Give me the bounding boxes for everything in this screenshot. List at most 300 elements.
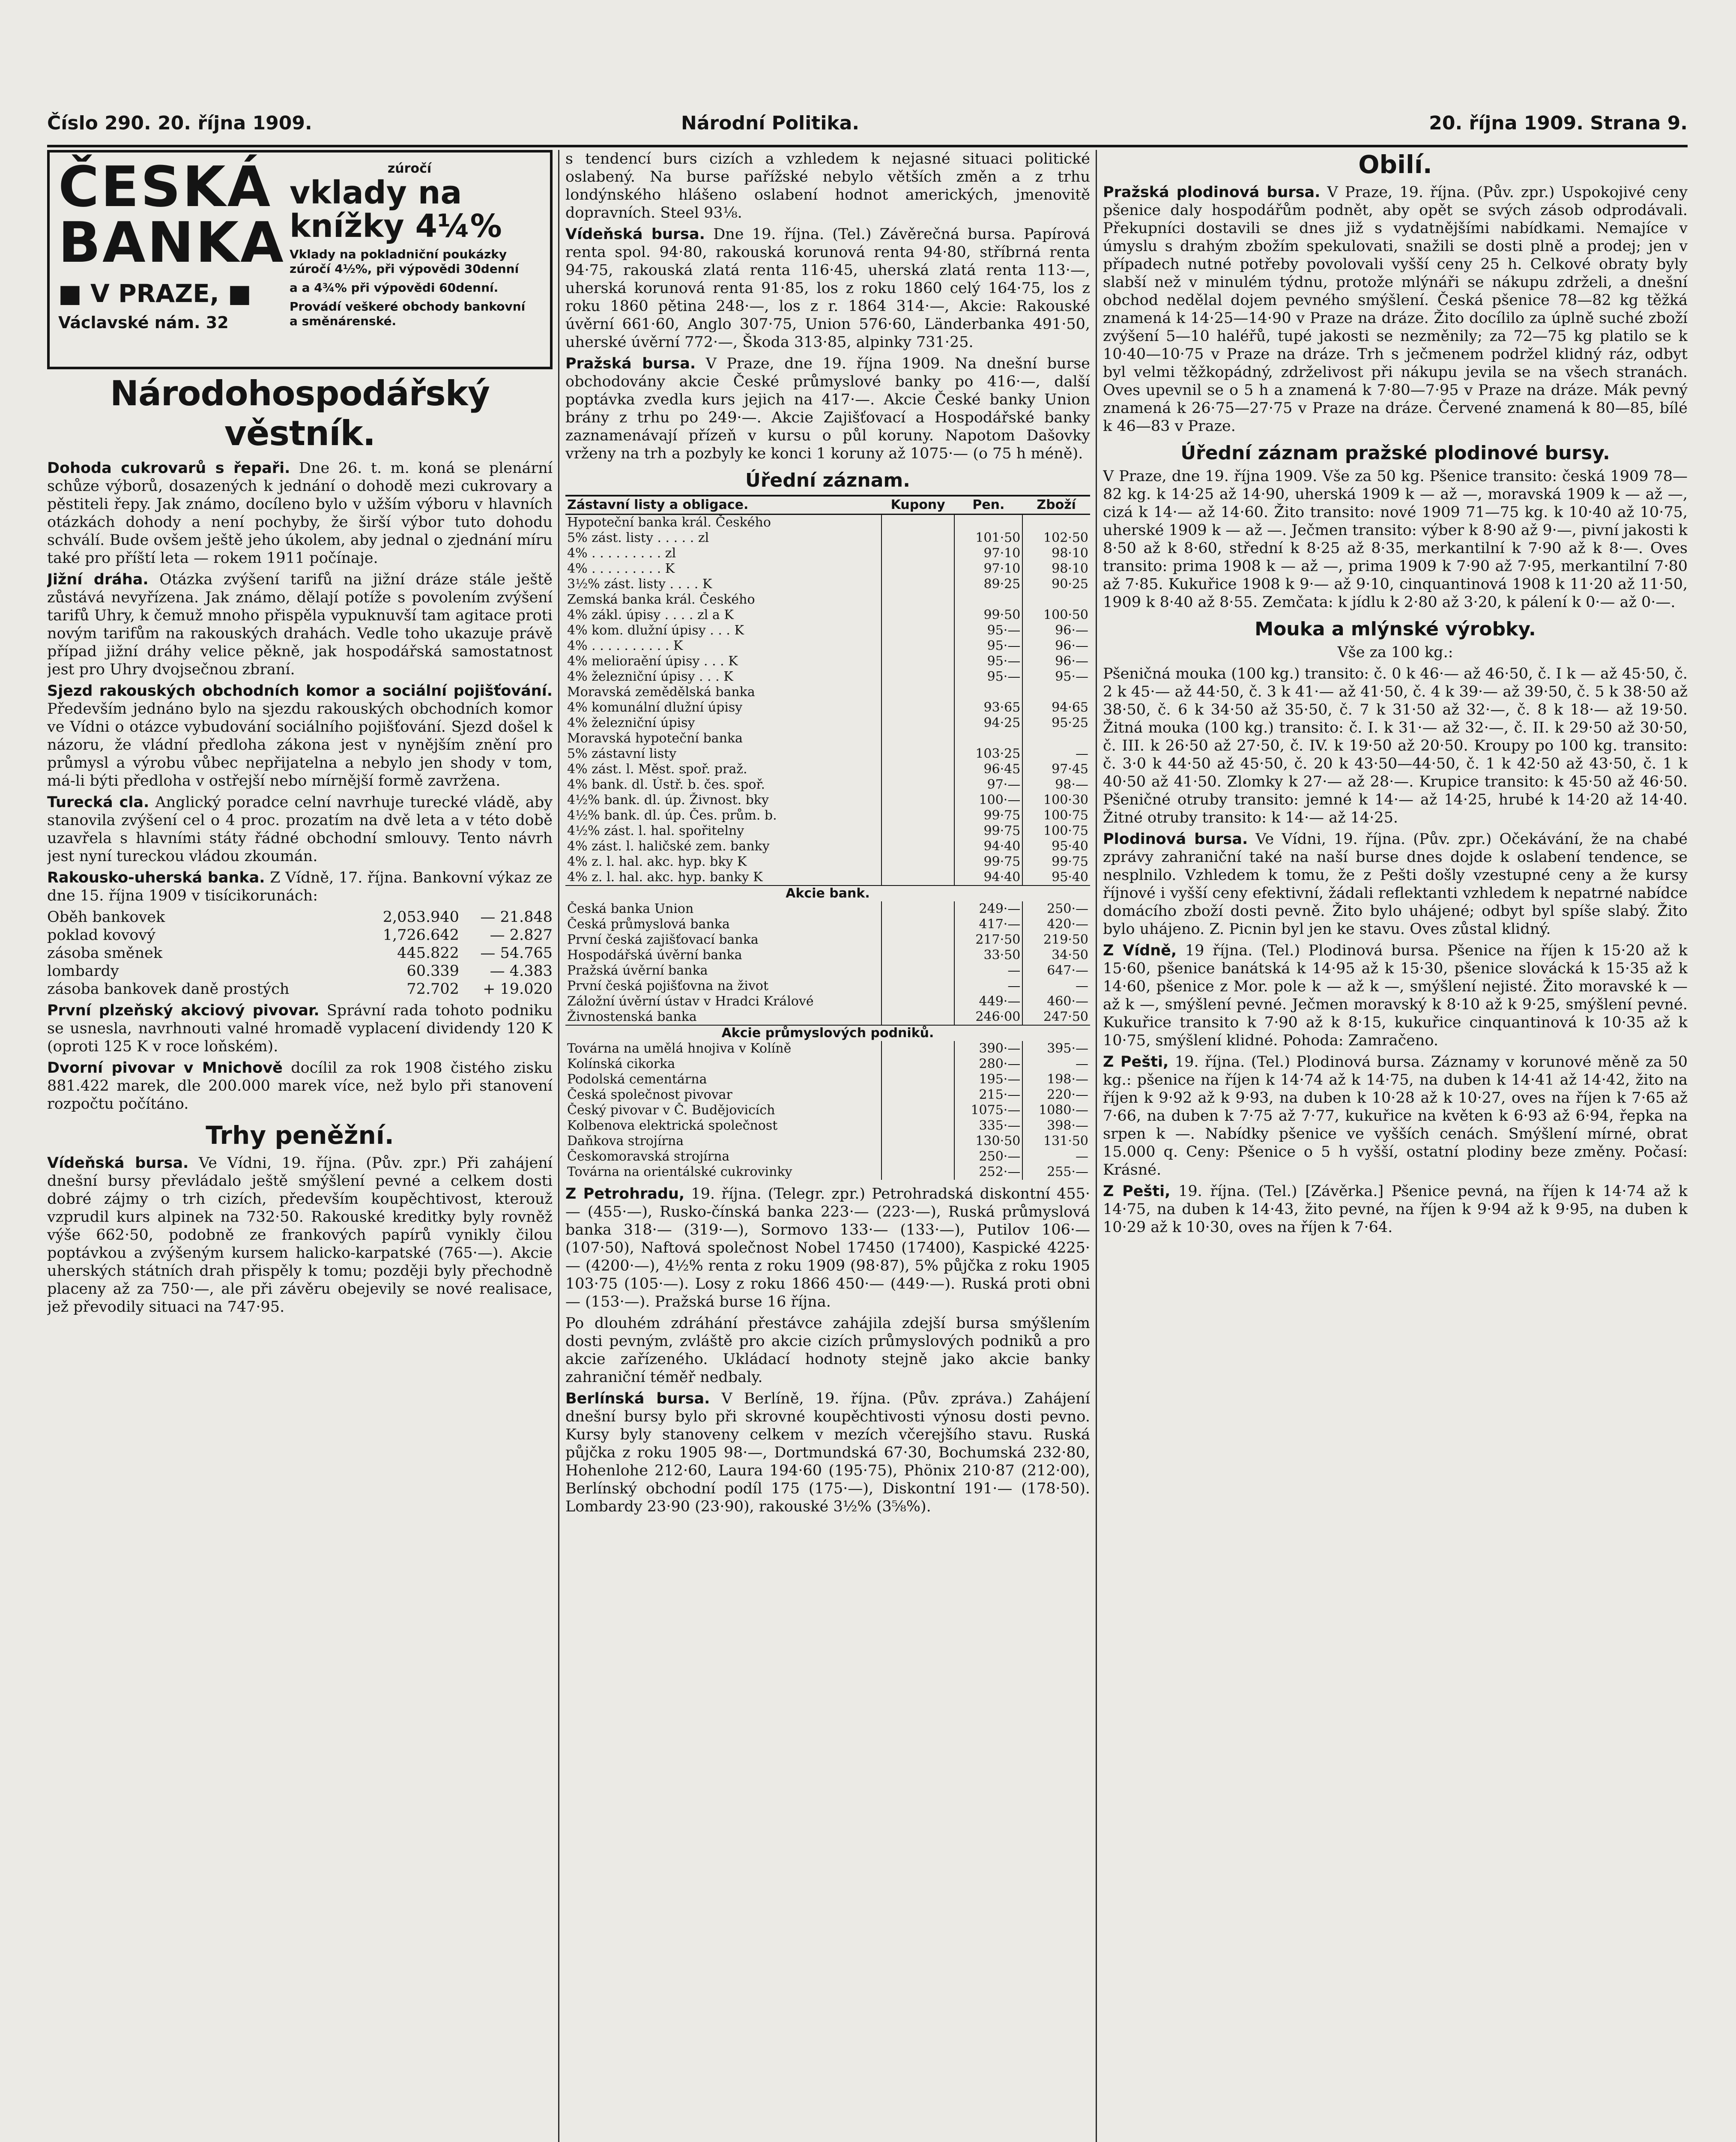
bid-price: 94·25: [954, 715, 1022, 731]
coupon-cell: [881, 854, 955, 870]
coupon-cell: [881, 638, 955, 654]
bank-advertisement: [47, 150, 553, 369]
ask-price: 219·50: [1022, 932, 1090, 948]
bid-price: 215·—: [954, 1087, 1022, 1103]
security-name: Kolínská cikorka: [567, 1056, 675, 1071]
table-section-row: [565, 1025, 1090, 1041]
ask-price: 98·10: [1022, 546, 1090, 561]
column-divider: [1096, 150, 1097, 2142]
section-title: Obilí.: [1358, 150, 1432, 179]
coupon-cell: [881, 948, 955, 963]
table-row: [565, 1164, 1090, 1180]
security-name: Moravská hypoteční banka: [567, 731, 743, 746]
coupon-cell: [881, 592, 955, 607]
article: [1103, 1182, 1688, 1236]
coupon-cell: [881, 700, 955, 715]
security-name: 4% železniční úpisy . . . K: [567, 669, 733, 684]
article-title: Z Pešti,: [1103, 1183, 1171, 1200]
table-row: [47, 926, 553, 944]
article-text: V Praze, dne 19. října 1909. Na dnešní burse obchodovány akcie České průmyslové banky po 416·—, další poptávka zvedla kurs jejich na 417·—. Akcie České banky Union brány z trhu po 249·—. Akcie Zajišťovací a Hospodářské banky zaznamenávají přízeň v kursu o půl koruny. Napotom Dašovky vrženy na trh a pozbyly ke konci 1 koruny až 1075·— (o 75 h méně).: [565, 355, 1090, 462]
ask-price: 395·—: [1022, 1041, 1090, 1056]
security-name: 4% zást. l. haličské zem. banky: [567, 839, 770, 854]
bid-price: 94·40: [954, 839, 1022, 854]
ask-price: —: [1022, 746, 1090, 762]
security-name: 4% zákl. úpisy . . . . zl a K: [567, 607, 734, 622]
ask-price: 131·50: [1022, 1134, 1090, 1149]
table-section-row: [565, 886, 1090, 901]
article-text: V Praze, dne 19. října 1909. Vše za 50 kg. Pšenice transito: česká 1909 78—82 kg. k 14·25 až 14·90, uherská 1909 k — až —, moravská 1909 k — až —, cizá k 14·— až 14·60. Žito transito: nové 1909 71—75 kg. k 10·40 až 10·75, uherské 1909 k — až —. Ječmen transito: výber k 8·90 až 9·—, pivní jakosti k 8·50 až k 8·60, střední k 8·25 až 8·35, merkantilní k 7·90 až k 8·—. Oves transito: prima 1908 k — až —, prima 1909 k 7·90 až 7·95, merkantilní 7·80 až 7·85. Kukuřice 1908 k 9·— až 9·10, cinquantinová 1908 k 11·20 až 11·50, 1909 k 8·40 až 8·55. Zemčata: k jídlu k 2·80 až 3·20, k pálení k 0·— až 0·—.: [1103, 468, 1688, 611]
ask-price: —: [1022, 1149, 1090, 1164]
ad-headline: vklady na knížky 4¼%: [290, 174, 502, 245]
article-text: Ve Vídni, 19. října. (Pův. zpr.) Očekávání, že na chabé zprávy zahraniční také na naší burse dnes dojde k oslabení tendence, se nesplnilo. Vzhledem k tomu, že z Pešti došly vzestupné ceny a že kursy říjnové i vyšší ceny efektivní, žádali reflektanti vzhledem k nepatrné nabídce domácího zboží dosti pevně. Žito bylo uhájené; odbyt byl spíše slabý. Žito bylo uhájeno. Z. Picnin byl jen ke stavu. Oves zůstal klidný.: [1103, 831, 1688, 938]
table-row: [565, 685, 1090, 700]
ask-price: 250·—: [1022, 901, 1090, 917]
ask-price: 460·—: [1022, 994, 1090, 1009]
coupon-cell: [881, 561, 955, 577]
bid-price: 99·75: [954, 823, 1022, 839]
row-value: 445.822: [397, 945, 459, 962]
article-title: Plodinová bursa.: [1103, 831, 1248, 848]
ask-price: 97·45: [1022, 762, 1090, 777]
coupon-cell: [881, 808, 955, 823]
table-row: [565, 1118, 1090, 1134]
article-text: Pšeničná mouka (100 kg.) transito: č. 0 k 46·— až 46·50, č. I k — až 45·50, č. 2 k 45·— až 44·50, č. 3 k 41·— až 41·50, č. 4 k 39·— až 39·50, č. 5 k 38·50 až 38·50, č. 6 k 34·50 až 35·50, č. 7 k 31·50 až 32·—, č. 8 k 18·— až 19·50. Žitná mouka (100 kg.) transito: č. I. k 31·— až 32·—, č. II. k 29·50 až 30·50, č. III. k 26·50 až 27·50, č. IV. k 19·50 až 20·50. Kroupy po 100 kg. transito: č. 3·0 k 44·50 až 45·50, č. 20 k 43·50—44·50, č. 1 k 42·50 až 43·50, č. 1 k 40·50 až 41·50. Zlomky k 27·— až 28·—. Krupice transito: k 45·50 až 46·50. Pšeničné otruby transito: jemné k 14·— až 14·25, hrubé k 14·20 až 14·40. Žitné otruby transito: k 14·— až 14·25.: [1103, 665, 1688, 826]
table-row: [565, 1087, 1090, 1103]
ask-price: 90·25: [1022, 577, 1090, 592]
coupon-cell: [881, 731, 955, 746]
coupon-cell: [881, 963, 955, 978]
table-row: [47, 944, 553, 962]
issue-info: Číslo 290. 20. října 1909.: [47, 112, 312, 134]
coupon-cell: [881, 654, 955, 669]
article-text: 19. října. (Tel.) Plodinová bursa. Záznamy v korunové měně za 50 kg.: pšenice na říjen k 14·74 až k 14·75, na duben k 14·41 až 14·42, žito na říjen k 9·92 až k 9·93, na duben k 10·28 až k 10·27, oves na říjen k 7·65 až 7·66, na duben k 7·75 až 7·77, kukuřice na květen k 6·93 až 6·94, řepka na srpen k —. Nabídky pšenice ve vyšších cenách. Smýšlení mírné, obrat 15.000 q. Ceny: Pšenice o 5 h vyšší, ostatní plodiny beze změny. Počasí: Krásné.: [1103, 1053, 1688, 1179]
security-name: 4% . . . . . . . . . zl: [567, 546, 676, 561]
article-text: Ve Vídni, 19. října. (Pův. zpr.) Při zahájení dnešní bursy převládalo ještě smýšlení pevné a celkem dosti dobré zájmy o trh cizích, především koupěchtivost, kterouž vzprudil kurs alpinek na 732·50. Rakouské kreditky byly rovněž výše 662·50, podobně ze frankových papírů vynikly čilou poptávkou a zvýšeným kursem halicko-karpatské (765·—). Akcie uherských státních drah přispěly k tomu; později byly přechodně placeny až za 750·—, ale při závěru obejevily se nové realisace, jež převodily situaci na 747·95.: [47, 1155, 553, 1316]
coupon-cell: [881, 762, 955, 777]
article: [1103, 942, 1688, 1050]
coupon-cell: [881, 1118, 955, 1134]
table-row: [565, 948, 1090, 963]
header-rule: [47, 145, 1688, 147]
column-header: Pen.: [954, 496, 1022, 515]
column-header: Kupony: [881, 496, 955, 515]
coupon-cell: [881, 623, 955, 638]
table-row: [565, 854, 1090, 870]
security-name: 4½% bank. dl. úp. Živnost. bky: [567, 793, 769, 808]
row-value: 60.339: [406, 963, 459, 980]
bid-price: 417·—: [954, 917, 1022, 932]
coupon-cell: [881, 685, 955, 700]
row-label: zásoba směnek: [47, 945, 163, 962]
article-text: Po dlouhém zdráhání přestávce zahájila zdejší bursa smýšlením dosti pevným, zvláště pro akcie cizích průmyslových podniků a pro akcie zařízeného. Ukládací hodnoty stejně jako akcie banky zahraniční téměř nedbaly.: [565, 1315, 1090, 1386]
article-subtitle: Vše za 100 kg.:: [1337, 644, 1453, 661]
ad-location: ■ V PRAZE, ■: [58, 279, 251, 308]
ask-price: 98·—: [1022, 777, 1090, 793]
bid-price: [954, 515, 1022, 531]
table-row: [565, 932, 1090, 948]
table-row: [565, 823, 1090, 839]
table-row: [565, 592, 1090, 607]
coupon-cell: [881, 1134, 955, 1149]
article: [47, 571, 553, 679]
article-title: Rakousko-uherská banka.: [47, 869, 265, 886]
security-name: 4% z. l. hal. akc. hyp. banky K: [567, 870, 763, 885]
article: [565, 355, 1090, 463]
bid-price: [954, 592, 1022, 607]
table-row: [565, 746, 1090, 762]
table-row: [565, 994, 1090, 1009]
column-header: Zástavní listy a obligace.: [565, 496, 881, 515]
row-change: — 2.827: [490, 927, 553, 944]
article-title: Úřední záznam pražské plodinové bursy.: [1180, 442, 1610, 464]
bid-price: 97·10: [954, 546, 1022, 561]
security-name: 4% melioraění úpisy . . . K: [567, 654, 738, 669]
page-number: 20. října 1909. Strana 9.: [1429, 112, 1688, 134]
bid-price: 252·—: [954, 1164, 1022, 1180]
ask-price: [1022, 731, 1090, 746]
coupon-cell: [881, 607, 955, 623]
article: [47, 1002, 553, 1056]
bid-price: 95·—: [954, 669, 1022, 685]
security-name: Česká průmyslová banka: [567, 917, 730, 932]
column-header: Zboží: [1022, 496, 1090, 515]
bid-price: 449·—: [954, 994, 1022, 1009]
security-name: Podolská cementárna: [567, 1072, 707, 1087]
coupon-cell: [881, 917, 955, 932]
ask-price: 1080·—: [1022, 1103, 1090, 1118]
article-text: V Berlíně, 19. října. (Pův. zpráva.) Zahájení dnešní bursy bylo při skrovné koupěchtivosti výnosu dosti pevno. Kursy byly stanoveny celkem v mezích včerejšího stavu. Ruská půjčka z roku 1905 98·—, Dortmundská 67·30, Bochumská 232·80, Hohenlohe 212·60, Laura 194·60 (195·75), Phönix 210·87 (212·00), Berlínský obchodní podíl 175 (175·—), Diskontní 191·— (178·50). Lombardy 23·90 (23·90), rakouské 3½% (3⅝%).: [565, 1390, 1090, 1515]
security-name: 4% bank. dl. Ústř. b. čes. spoř.: [567, 777, 765, 792]
bid-price: 335·—: [954, 1118, 1022, 1134]
column-2: [565, 150, 1090, 2142]
table-row: [565, 654, 1090, 669]
article-title: Sjezd rakouských obchodních komor a sociální pojišťování.: [47, 682, 553, 700]
security-name: Továrna na umělá hnojiva v Kolíně: [567, 1041, 792, 1056]
table-row: [565, 978, 1090, 994]
table-row: [565, 1149, 1090, 1164]
bid-price: 250·—: [954, 1149, 1022, 1164]
security-name: 4% . . . . . . . . . . K: [567, 638, 683, 653]
article-text: Dne 26. t. m. koná se plenární schůze výborů, dosazených k jednání o dohodě mezi cukrovary a pěstiteli řepy. Jak známo, docíleno bylo v užším výboru v hlavních otázkách dohody a není pochyby, že širší výbor tuto dohodu schválí. Bude ovšem ještě jeho úkolem, aby jednal o zjednání míru také pro příští leta — rokem 1911 počínaje.: [47, 460, 553, 567]
table-row: [565, 839, 1090, 854]
article-text: 19. října. (Tel.) [Závěrka.] Pšenice pevná, na říjen k 14·74 až k 14·75, na duben k 14·43, žito pevné, na říjen k 9·94 až k 9·95, na duben k 10·29 až k 10·30, oves na říjen k 7·64.: [1103, 1183, 1688, 1236]
table-row: [47, 908, 553, 926]
table-row: [565, 777, 1090, 793]
coupon-cell: [881, 1149, 955, 1164]
table-row: [565, 1103, 1090, 1118]
table-row: [565, 669, 1090, 685]
bid-price: 33·50: [954, 948, 1022, 963]
bid-price: —: [954, 963, 1022, 978]
article-text: 19 října. (Tel.) Plodinová bursa. Pšenice na říjen k 15·20 až k 15·60, pšenice banátská k 14·95 až k 15·30, pšenice slovácká k 15·35 až k 14·60, pšenice z Mor. pole k — až k —, smýšlení nejisté. Žito moravské k — až k —, smýšlení pevné. Ječmen moravský k 8·10 až k 9·25, smýšlení pevné. Kukuřice transito k 7·90 až k 8·15, kukuřice cinquantinová k 10·35 až k 10·75, smýšlení klidné. Pohoda: Zamračeno.: [1103, 942, 1688, 1049]
article-text: Anglický poradce celní navrhuje turecké vládě, aby stanovila zvýšení cel o 4 proc. prozatím na dvě leta a v této době uzavřela s hlavními státy řádné obchodní smlouvy. Tento návrh jest nyní tureckou vládou zkoumán.: [47, 794, 553, 865]
coupon-cell: [881, 1041, 955, 1056]
section-title: Národohospodářský věstník.: [110, 374, 490, 453]
section-title: Trhy peněžní.: [206, 1121, 394, 1150]
table-row: [47, 962, 553, 980]
table-row: [565, 963, 1090, 978]
row-change: — 4.383: [490, 963, 553, 980]
ask-price: 94·65: [1022, 700, 1090, 715]
article-title: Berlínská bursa.: [565, 1390, 710, 1407]
article-text: docílil za rok 1908 čistého zisku 881.422 marek, dle 200.000 marek více, než bylo při stanovení rozpočtu počítáno.: [47, 1059, 553, 1113]
coupon-cell: [881, 515, 955, 531]
ask-price: 100·75: [1022, 808, 1090, 823]
row-value: 2,053.940: [382, 909, 459, 926]
article-title: Vídeňská bursa.: [47, 1155, 189, 1172]
table-row: [565, 546, 1090, 561]
ask-price: —: [1022, 978, 1090, 994]
table-row: [565, 762, 1090, 777]
ask-price: 100·30: [1022, 793, 1090, 808]
security-name: Česká společnost pivovar: [567, 1087, 732, 1102]
security-name: 4% kom. dlužní úpisy . . . K: [567, 623, 744, 638]
security-name: Hypoteční banka král. Českého: [567, 515, 771, 530]
security-name: Moravská zemědělská banka: [567, 685, 755, 700]
section-title: Úřední záznam.: [745, 470, 910, 491]
table-row: [565, 577, 1090, 592]
article: [1103, 183, 1688, 435]
coupon-cell: [881, 932, 955, 948]
table-row: [565, 808, 1090, 823]
table-row: [565, 1056, 1090, 1072]
article-title: Dvorní pivovar v Mnichově: [47, 1059, 283, 1077]
table-row: [565, 700, 1090, 715]
ask-price: 220·—: [1022, 1087, 1090, 1103]
article-title: Jižní dráha.: [47, 571, 149, 588]
ask-price: 95·40: [1022, 870, 1090, 886]
row-label: poklad kovový: [47, 927, 155, 944]
ask-price: [1022, 592, 1090, 607]
bank-statement-table: [47, 908, 553, 998]
page-header: [47, 112, 1688, 142]
ask-price: 34·50: [1022, 948, 1090, 963]
coupon-cell: [881, 530, 955, 546]
security-name: 5% zástavní listy: [567, 746, 677, 761]
bid-price: [954, 685, 1022, 700]
ad-text: Provádí veškeré obchody bankovní a směnárenské.: [290, 299, 526, 328]
security-name: 3½% zást. listy . . . . K: [567, 577, 712, 592]
ask-price: 647·—: [1022, 963, 1090, 978]
bid-price: 96·45: [954, 762, 1022, 777]
bank-shares-body: [565, 901, 1090, 1025]
bid-price: 95·—: [954, 623, 1022, 638]
coupon-cell: [881, 901, 955, 917]
ad-offer: [290, 161, 529, 329]
ad-text: a a 4¾% při výpovědi 60denní.: [290, 281, 499, 295]
table-row: [565, 607, 1090, 623]
table-row: [565, 870, 1090, 886]
security-name: První česká pojišťovna na život: [567, 978, 769, 993]
security-name: Záložní úvěrní ústav v Hradci Králové: [567, 994, 814, 1009]
row-value: 72.702: [406, 981, 459, 998]
table-header-row: [565, 496, 1090, 515]
row-label: zásoba bankovek daně prostých: [47, 981, 290, 998]
row-value: 1,726.642: [382, 927, 459, 944]
bid-price: 99·75: [954, 854, 1022, 870]
coupon-cell: [881, 793, 955, 808]
ask-price: 96·—: [1022, 654, 1090, 669]
article: [47, 1059, 553, 1113]
table-row: [565, 1009, 1090, 1025]
bid-price: 97·10: [954, 561, 1022, 577]
table-row: [565, 1041, 1090, 1056]
quotes-table: [565, 495, 1090, 1180]
article-title: Z Pešti,: [1103, 1053, 1169, 1071]
coupon-cell: [881, 823, 955, 839]
ask-price: 102·50: [1022, 530, 1090, 546]
coupon-cell: [881, 1009, 955, 1025]
article-text: Správní rada tohoto podniku se usnesla, navrhnouti valné hromadě vyplacení dividendy 120 K (oproti 125 K v roce loňském).: [47, 1002, 553, 1055]
bid-price: 130·50: [954, 1134, 1022, 1149]
industrial-shares-section: [565, 1025, 1090, 1041]
article-title: Dohoda cukrovarů s řepaři.: [47, 460, 290, 477]
coupon-cell: [881, 1072, 955, 1087]
bid-price: 249·—: [954, 901, 1022, 917]
coupon-cell: [881, 546, 955, 561]
security-name: 4% z. l. hal. akc. hyp. bky K: [567, 854, 747, 869]
row-label: lombardy: [47, 963, 119, 980]
security-name: Zemská banka král. Českého: [567, 592, 755, 607]
security-name: 4½% zást. l. hal. spořitelny: [567, 823, 744, 838]
ad-subheading: zúročí: [387, 161, 432, 176]
security-name: Česká banka Union: [567, 901, 694, 916]
security-name: 5% zást. listy . . . . . zl: [567, 530, 709, 545]
table-row: [565, 917, 1090, 932]
article-title: Vídeňská bursa.: [565, 226, 705, 243]
table-row: [47, 980, 553, 998]
table-row: [565, 561, 1090, 577]
article: [1103, 1053, 1688, 1179]
coupon-cell: [881, 870, 955, 886]
bid-price: 103·25: [954, 746, 1022, 762]
bid-price: 89·25: [954, 577, 1022, 592]
ask-price: 95·—: [1022, 669, 1090, 685]
bid-price: 95·—: [954, 654, 1022, 669]
ask-price: 198·—: [1022, 1072, 1090, 1087]
article-text: s tendencí burs cizích a vzhledem k nejasné situaci politické oslabený. Na burse pařížské nebylo větších změn a z trhu londýnského hlášeno oslabení hodnot amerických, jmenovitě dopravních. Steel 93⅛.: [565, 150, 1090, 221]
bid-price: —: [954, 978, 1022, 994]
security-name: Živnostenská banka: [567, 1009, 697, 1024]
article-title: První plzeňský akciový pivovar.: [47, 1002, 320, 1019]
bid-price: 246·00: [954, 1009, 1022, 1025]
bid-price: 97·—: [954, 777, 1022, 793]
article-title: Z Vídně,: [1103, 942, 1177, 959]
table-row: [565, 623, 1090, 638]
bid-price: 95·—: [954, 638, 1022, 654]
row-change: + 19.020: [483, 981, 553, 998]
column-3: [1103, 150, 1688, 2142]
security-name: Český pivovar v Č. Budějovicích: [567, 1103, 775, 1118]
ask-price: 398·—: [1022, 1118, 1090, 1134]
ask-price: 420·—: [1022, 917, 1090, 932]
security-name: 4% železniční úpisy: [567, 715, 695, 730]
security-name: Hospodářská úvěrní banka: [567, 948, 742, 963]
ask-price: 95·25: [1022, 715, 1090, 731]
article-title: Mouka a mlýnské výrobky.: [1255, 618, 1536, 640]
row-label: Oběh bankovek: [47, 909, 165, 926]
article: [47, 793, 553, 865]
ask-price: [1022, 685, 1090, 700]
security-name: 4½% bank. dl. úp. Čes. prům. b.: [567, 808, 777, 823]
bid-price: 94·40: [954, 870, 1022, 886]
bid-price: [954, 731, 1022, 746]
ask-price: [1022, 515, 1090, 531]
security-name: Pražská úvěrní banka: [567, 963, 708, 978]
security-name: 4% komunální dlužní úpisy: [567, 700, 743, 715]
ad-logo: BANKA: [58, 210, 285, 275]
ask-price: 99·75: [1022, 854, 1090, 870]
column-1: [47, 150, 553, 2142]
table-row: [565, 638, 1090, 654]
article-text: V Praze, 19. října. (Pův. zpr.) Uspokojivé ceny pšenice daly hospodářům podnět, aby opět se svých zásob odprodávali. Překupníci dostavili se dnes již s vydatnějšími nabídkami. Nemajíce v úmyslu s drahým zbožím spekulovati, snažili se dosti plně a prodej; jen v případech nutné potřeby povolovali vyšší ceny 25 h. Celkové obraty byly slabší než v minulém týdnu, protože mlýnáři se nákupu zdrželi, a dnešní obchod nedělal dojem pevného smýšlení. Česká pšenice 78—82 kg těžká znamená k 14·25—14·90 v Praze na dráze. Žito docílilo za úplně suché zboží zvýšení 5—10 haléřů, tupé jakosti se nezměnily; za 72—75 kg platilo se k 10·40—10·75 v Praze na dráze. Trh s ječmenem podržel klidný ráz, odbyt byl velmi těžkopádný, zdrželivost při nákupu jevila se na všech stranách. Oves upevnil se o 5 h a znamená k 7·80—7·95 v Praze na dráze. Mák pevný znamená k 26·75—27·75 v Praze na dráze. Červené znamená k 80—85, bílé k 46—83 v Praze.: [1103, 184, 1688, 435]
coupon-cell: [881, 1087, 955, 1103]
article: [47, 1154, 553, 1316]
coupon-cell: [881, 777, 955, 793]
article: [565, 225, 1090, 351]
coupon-cell: [881, 577, 955, 592]
table-section-title: Akcie bank.: [565, 886, 1090, 901]
bonds-table-body: [565, 515, 1090, 886]
ask-price: 100·75: [1022, 823, 1090, 839]
security-name: 4% zást. l. Měst. spoř. praž.: [567, 762, 747, 777]
article: [47, 682, 553, 790]
ad-logo: ČESKÁ: [58, 154, 272, 219]
table-row: [565, 901, 1090, 917]
masthead-title: Národní Politika.: [681, 112, 860, 134]
article: [47, 869, 553, 905]
coupon-cell: [881, 1103, 955, 1118]
coupon-cell: [881, 1164, 955, 1180]
security-name: 4% . . . . . . . . . K: [567, 561, 675, 576]
article-title: Z Petrohradu,: [565, 1185, 685, 1203]
column-divider: [558, 150, 559, 2142]
industrial-shares-body: [565, 1041, 1090, 1180]
bid-price: 100·—: [954, 793, 1022, 808]
article: [565, 1185, 1090, 1311]
ask-price: 95·40: [1022, 839, 1090, 854]
ask-price: 96·—: [1022, 623, 1090, 638]
coupon-cell: [881, 1056, 955, 1072]
article-title: Turecká cla.: [47, 794, 149, 811]
coupon-cell: [881, 994, 955, 1009]
table-row: [565, 731, 1090, 746]
bid-price: 390·—: [954, 1041, 1022, 1056]
table-row: [565, 793, 1090, 808]
coupon-cell: [881, 839, 955, 854]
article-title: Pražská plodinová bursa.: [1103, 184, 1321, 201]
coupon-cell: [881, 746, 955, 762]
security-name: Továrna na orientálské cukrovinky: [567, 1164, 792, 1179]
table-row: [565, 515, 1090, 531]
bank-shares-section: [565, 886, 1090, 901]
bid-price: 101·50: [954, 530, 1022, 546]
security-name: Kolbenova elektrická společnost: [567, 1118, 778, 1133]
coupon-cell: [881, 715, 955, 731]
coupon-cell: [881, 669, 955, 685]
ask-price: 100·50: [1022, 607, 1090, 623]
ad-address: Václavské nám. 32: [58, 313, 229, 332]
bid-price: 99·75: [954, 808, 1022, 823]
article-text: Především jednáno bylo na sjezdu rakouských obchodních komor ve Vídni o otázce vybudování sociálního pojišťování. Sjezd došel k názoru, že vládní předloha zákona jest v nynějším znění pro průmysl a výrobu vůbec nepřijatelna a nebylo jen shody v tom, má-li býti předloha v ostřejší nebo mírnější formě zavržena.: [47, 700, 553, 790]
security-name: První česká zajišťovací banka: [567, 932, 759, 947]
table-row: [565, 1072, 1090, 1087]
ask-price: 98·10: [1022, 561, 1090, 577]
table-section-title: Akcie průmyslových podniků.: [565, 1025, 1090, 1041]
security-name: Daňkova strojírna: [567, 1134, 684, 1149]
table-row: [565, 715, 1090, 731]
bid-price: 280·—: [954, 1056, 1022, 1072]
